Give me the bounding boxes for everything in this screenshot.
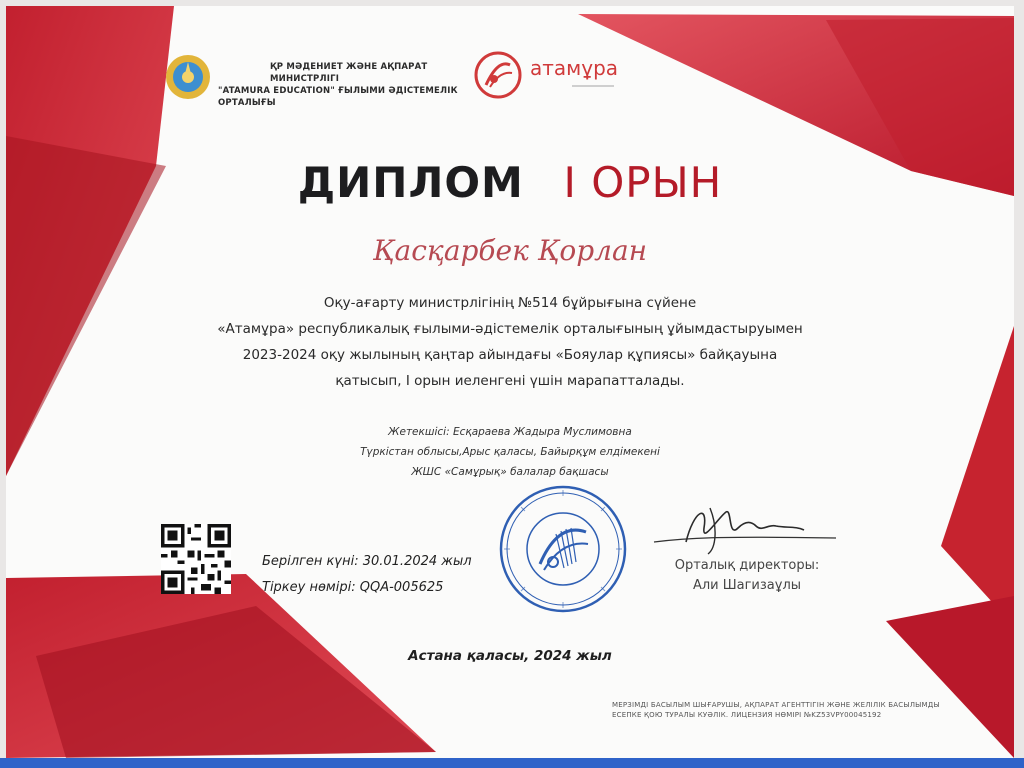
license-note [612, 700, 940, 720]
award-line-4: қатысып, І орын иеленгені үшін марапатталады. [335, 373, 685, 389]
place-label: І ОРЫН [563, 158, 723, 207]
brand-name: атамұра [530, 56, 619, 80]
award-text [6, 290, 1014, 394]
location-line: Түркістан облысы,Арыс қаласы, Байырқұм елдімекені [360, 446, 660, 458]
diploma-sheet [6, 6, 1014, 758]
org-line-2: "ATAMURA EDUCATION" ҒЫЛЫМИ ӘДІСТЕМЕЛІК ОРТАЛЫҒЫ [218, 86, 458, 108]
round-seal-icon [498, 484, 628, 614]
qr-code-icon [161, 524, 231, 594]
diploma-word: ДИПЛОМ [297, 158, 524, 207]
recipient-name: Қасқарбек Қорлан [372, 234, 648, 267]
deco-right-low [886, 596, 1014, 758]
award-line-2: «Атамұра» республикалық ғылыми-әдістемелік орталығының ұйымдастыруымен [217, 321, 803, 337]
city-year: Астана қаласы, 2024 жыл [408, 648, 612, 664]
director-block [662, 556, 832, 596]
org-line-1: ҚР МӘДЕНИЕТ ЖӘНЕ АҚПАРАТ МИНИСТРЛІГІ [270, 62, 428, 84]
license-line-2: ЕСЕПКЕ ҚОЮ ТУРАЛЫ КУӘЛІК. ЛИЦЕНЗИЯ НӨМІРІ №KZ53VPY00045192 [612, 711, 882, 719]
atamura-logo-icon [472, 49, 524, 101]
diploma-title [6, 158, 1014, 207]
award-line-3: 2023-2024 оқу жылының қаңтар айындағы «Бояулар құпиясы» байқауына [242, 347, 778, 363]
director-title: Орталық директоры: [674, 558, 820, 573]
mentor-line: Жетекшісі: Есқараева Жадыра Муслимовна [388, 426, 632, 438]
state-emblem-icon [164, 53, 212, 101]
organization-name [218, 61, 468, 109]
license-line-1: МЕРЗІМДІ БАСЫЛЫМ ШЫҒАРУШЫ, АҚПАРАТ АГЕНТТІГІН ЖӘНЕ ЖЕЛІЛІК БАСЫЛЫМДЫ [612, 701, 940, 709]
issue-date: Берілген күні: 30.01.2024 жыл [262, 554, 472, 569]
registration-number: Тіркеу нөмірі: QQA-005625 [262, 580, 444, 595]
brand-tagline-line [572, 85, 614, 87]
school-line: ЖШС «Самұрық» балалар бақшасы [411, 466, 609, 478]
director-name: Али Шагизаұлы [692, 578, 802, 593]
award-line-1: Оқу-ағарту министрлігінің №514 бұйрығына сүйене [323, 295, 697, 311]
issue-details [262, 549, 472, 601]
participant-info [6, 422, 1014, 482]
bottom-edge-strip [0, 758, 1024, 768]
signature-icon [646, 498, 846, 560]
